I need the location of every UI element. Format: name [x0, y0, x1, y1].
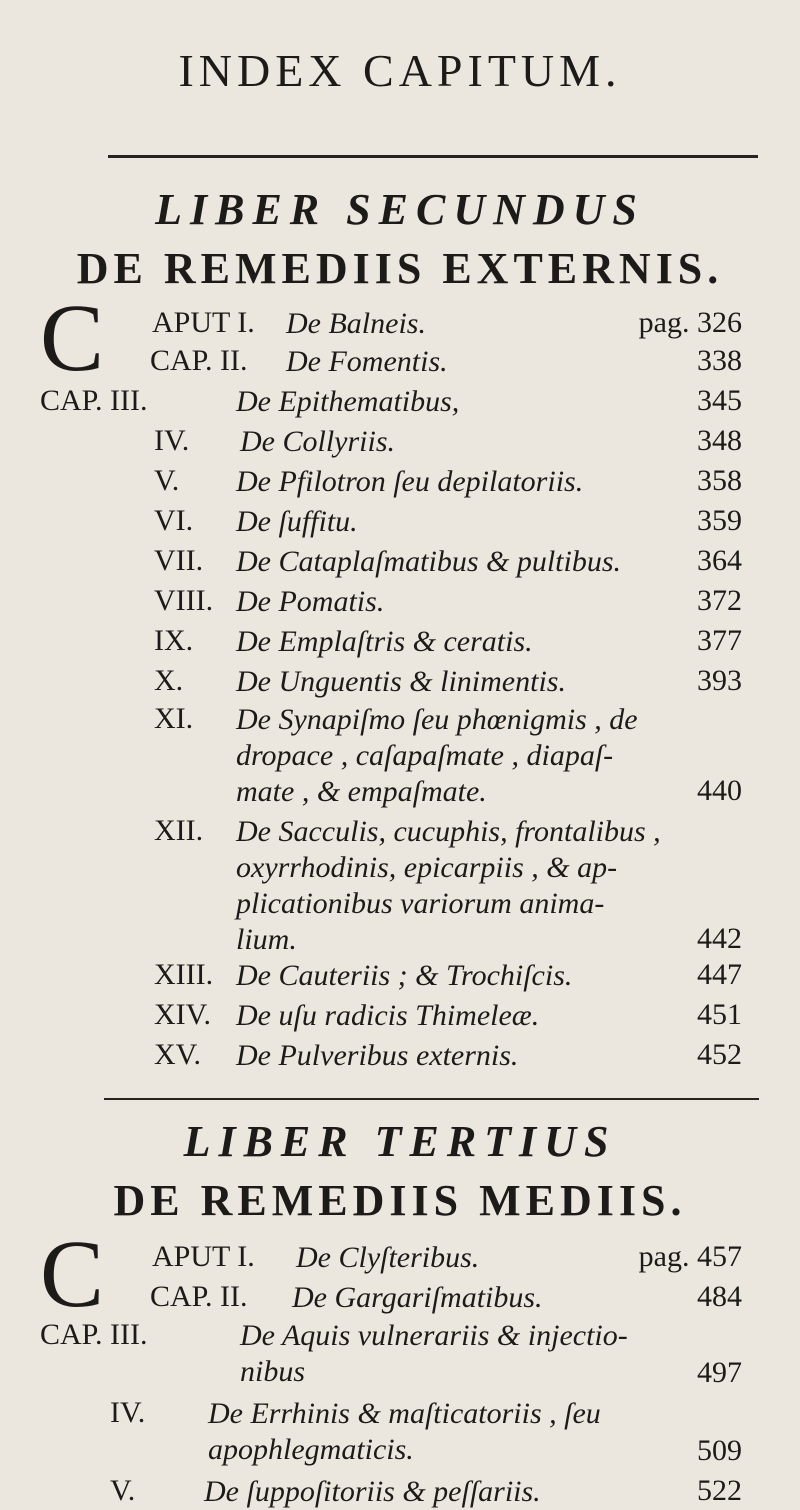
- book2-subtitle: DE REMEDIIS EXTERNIS.: [76, 244, 724, 293]
- page-number: 451: [697, 998, 742, 1031]
- chapter-number: IV.: [110, 1396, 146, 1429]
- chapter-number: V.: [110, 1474, 136, 1507]
- chapter-title: De Pulveribus externis.: [236, 1039, 519, 1072]
- page-number: 440: [697, 774, 742, 807]
- page-number: pag. 457: [638, 1240, 742, 1273]
- book3-subtitle: DE REMEDIIS MEDIIS.: [113, 1176, 687, 1225]
- chapter-title: De Gargariſmatibus.: [292, 1281, 543, 1314]
- chapter-title: De ſuppoſitoriis & peſſariis.: [204, 1475, 541, 1508]
- chapter-title: De Fomentis.: [286, 345, 448, 378]
- page-number: 393: [697, 664, 742, 697]
- page-number: 348: [697, 424, 742, 457]
- chapter-title: De Collyriis.: [240, 425, 395, 458]
- chapter-title: De Pfilotron ſeu depilatoriis.: [236, 465, 584, 498]
- chapter-title: De Cataplaſmatibus & pultibus.: [236, 545, 622, 578]
- chapter-title: De ſuffitu.: [236, 505, 358, 538]
- chapter-number: APUT I.: [152, 306, 255, 339]
- page-number: 364: [697, 544, 742, 577]
- book3-title: LIBER TERTIUS: [183, 1117, 617, 1166]
- book2-title: LIBER SECUNDUS: [155, 185, 645, 234]
- page-number: 358: [697, 464, 742, 497]
- page-number: 484: [697, 1280, 742, 1313]
- chapter-number: CAP. II.: [150, 1280, 248, 1313]
- chapter-title: De Pomatis.: [236, 585, 385, 618]
- section-rule: [104, 1098, 759, 1100]
- chapter-number: X.: [154, 664, 184, 697]
- chapter-title: De uſu radicis Thimeleæ.: [236, 999, 540, 1032]
- chapter-number: IX.: [154, 624, 194, 657]
- page-number: 345: [697, 384, 742, 417]
- page-number: pag. 326: [638, 306, 742, 339]
- chapter-number: CAP. II.: [150, 344, 248, 377]
- page-number: 359: [697, 504, 742, 537]
- chapter-title: De Emplaſtris & ceratis.: [236, 625, 533, 658]
- chapter-title: De Sacculis, cucuphis, frontalibus , oxyrrhodinis, epicarpiis , & ap- plicationibus variorum anima- lium.: [236, 815, 661, 956]
- chapter-title: De Balneis.: [286, 307, 426, 340]
- page-number: 372: [697, 584, 742, 617]
- top-rule: [108, 155, 758, 158]
- chapter-number: APUT I.: [152, 1240, 255, 1273]
- page-number: 447: [697, 958, 742, 991]
- page-number: 522: [697, 1474, 742, 1507]
- chapter-number: XIV.: [154, 998, 211, 1031]
- page-number: 452: [697, 1038, 742, 1071]
- book3-dropcap: C: [40, 1220, 105, 1327]
- chapter-title: De Unguentis & linimentis.: [236, 665, 566, 698]
- chapter-number: CAP. III.: [40, 1318, 148, 1351]
- chapter-title: De Errhinis & maſticatoriis , ſeu apophlegmaticis.: [208, 1397, 601, 1466]
- chapter-number: XIII.: [154, 958, 214, 991]
- chapter-number: XV.: [154, 1038, 201, 1071]
- chapter-number: V.: [154, 464, 180, 497]
- chapter-title: De Epithematibus,: [236, 385, 460, 418]
- chapter-number: VII.: [154, 544, 204, 577]
- chapter-title: De Cauteriis ; & Trochiſcis.: [236, 959, 573, 992]
- chapter-title: De Clyſteribus.: [296, 1241, 480, 1274]
- chapter-number: XI.: [154, 702, 194, 735]
- chapter-number: VIII.: [154, 584, 214, 617]
- chapter-number: VI.: [154, 504, 194, 537]
- chapter-number: CAP. III.: [40, 384, 148, 417]
- book2-dropcap: C: [40, 284, 105, 391]
- chapter-number: IV.: [154, 424, 190, 457]
- page-number: 377: [697, 624, 742, 657]
- chapter-title: De Synapiſmo ſeu phœnigmis , de dropace , caſapaſmate , diapaſ- mate , & empaſmate.: [236, 703, 638, 808]
- index-heading: INDEX CAPITUM.: [178, 45, 622, 96]
- chapter-number: XII.: [154, 814, 204, 847]
- page-number: 497: [697, 1356, 742, 1389]
- chapter-title: De Aquis vulnerariis & injectio- nibus: [240, 1319, 628, 1388]
- page-number: 338: [697, 344, 742, 377]
- page-number: 442: [697, 922, 742, 955]
- page-number: 509: [697, 1434, 742, 1467]
